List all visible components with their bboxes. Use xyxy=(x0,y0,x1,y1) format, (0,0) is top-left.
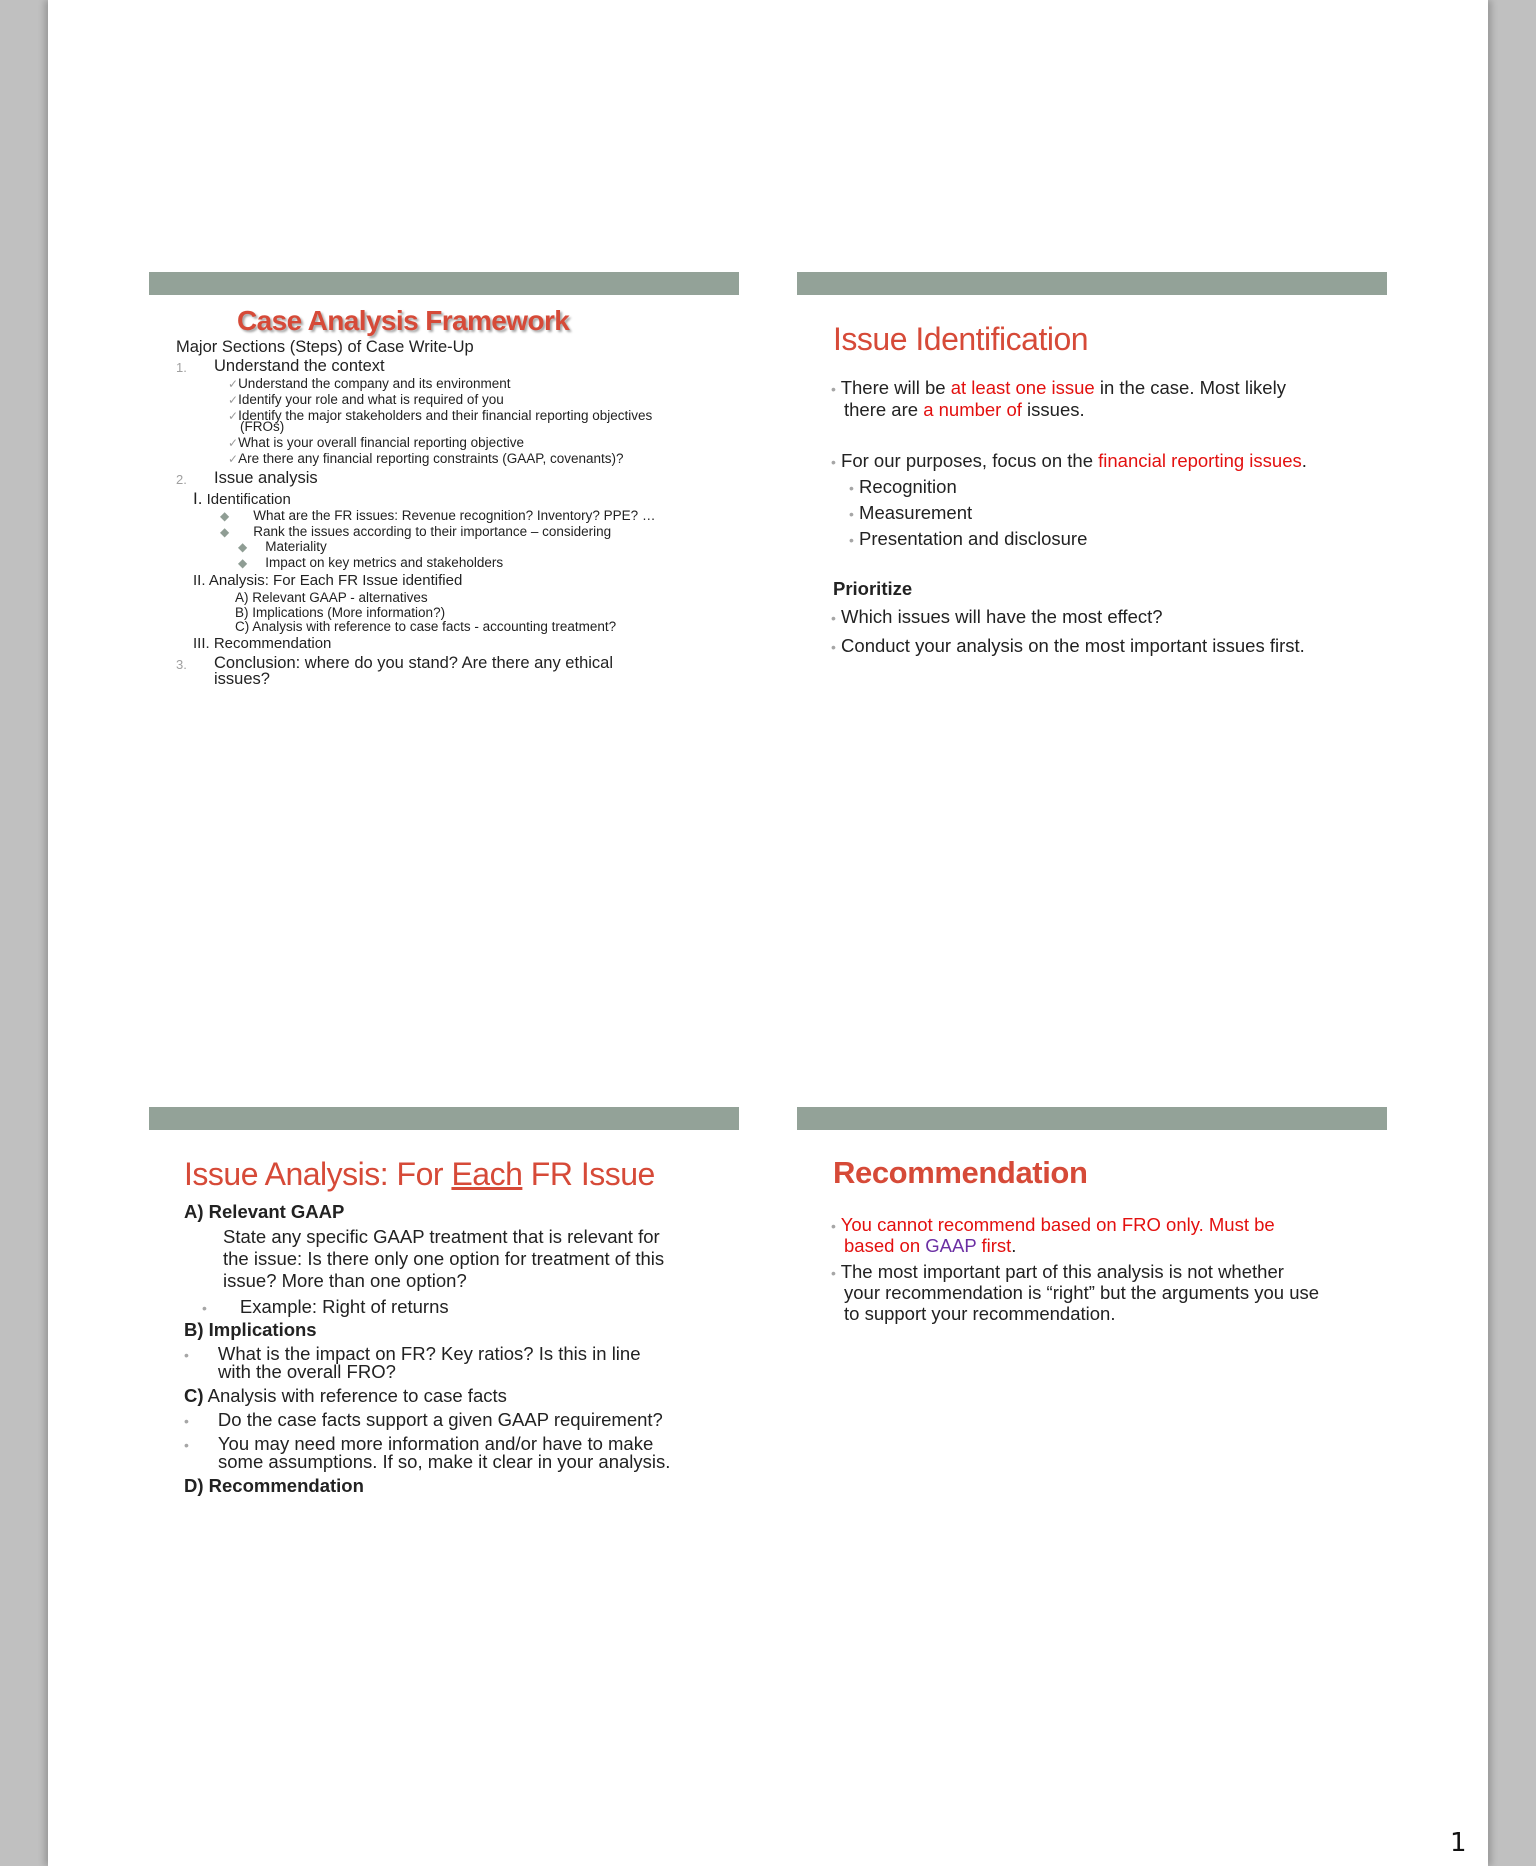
bullet-icon: • xyxy=(849,532,854,548)
bullet-continuation: to support your recommendation. xyxy=(844,1303,1116,1324)
bullet-item xyxy=(202,1297,449,1318)
check-text: Identify the major stakeholders and their financial reporting objectives xyxy=(238,408,653,423)
diamond-bullet-icon: ◆ xyxy=(238,540,248,554)
text: Presentation and disclosure xyxy=(859,528,1088,549)
roman-numeral: I. xyxy=(193,489,203,508)
highlight-text: first xyxy=(976,1235,1012,1256)
text: in the case. Most likely xyxy=(1094,377,1286,398)
bullet-item xyxy=(831,635,1305,658)
checkmark-icon: ✓ xyxy=(228,452,239,466)
text: There will be xyxy=(840,377,951,398)
title-text: FR Issue xyxy=(522,1156,655,1192)
title-underlined-text: Each xyxy=(451,1156,523,1192)
step-label: Understand the context xyxy=(214,357,385,375)
item-text: Materiality xyxy=(265,539,327,554)
diamond-bullet-icon: ◆ xyxy=(220,525,230,539)
section-heading: B) Implications xyxy=(184,1319,317,1340)
step-number: 2. xyxy=(176,472,187,487)
bullet-item xyxy=(831,1215,1275,1236)
check-text: Understand the company and its environment xyxy=(238,376,511,391)
bullet-item xyxy=(831,377,1286,400)
text: For our purposes, focus on the xyxy=(841,450,1099,471)
bullet-icon: • xyxy=(184,1437,189,1453)
checkmark-icon: ✓ xyxy=(228,393,239,407)
section-heading: A) Relevant GAAP xyxy=(184,1201,345,1222)
bullet-icon: • xyxy=(831,381,836,397)
check-item xyxy=(228,436,524,450)
sub-bullet-item xyxy=(849,502,972,525)
prioritize-heading: Prioritize xyxy=(833,578,913,599)
bullet-continuation xyxy=(844,1236,1016,1255)
highlight-text: a number of xyxy=(923,399,1022,420)
text: Example: Right of returns xyxy=(239,1296,449,1317)
check-item-continuation: (FROs) xyxy=(240,419,285,434)
text: . xyxy=(1301,450,1307,471)
diamond-subitem xyxy=(238,556,503,570)
slide-header-bar xyxy=(149,272,739,295)
item-text: Impact on key metrics and stakeholders xyxy=(265,555,504,570)
paragraph-line: the issue: Is there only one option for treatment of this xyxy=(223,1248,665,1269)
item-text: What are the FR issues: Revenue recognition? Inventory? PPE? … xyxy=(253,508,656,523)
diamond-bullet-icon: ◆ xyxy=(220,509,230,523)
section-heading xyxy=(184,1386,507,1405)
text: there are xyxy=(844,399,924,420)
section-heading: D) Recommendation xyxy=(184,1475,364,1496)
diamond-item xyxy=(220,525,611,539)
diamond-item xyxy=(220,509,655,523)
bullet-icon: • xyxy=(184,1413,189,1429)
check-item xyxy=(228,409,652,423)
highlight-text: financial reporting issues xyxy=(1098,450,1302,471)
bullet-item xyxy=(831,606,1163,629)
sub-bullet-item xyxy=(849,528,1087,551)
page-number: 1 xyxy=(1450,1828,1467,1858)
bullet-item xyxy=(831,1262,1284,1283)
bullet-item xyxy=(831,450,1307,473)
checkmark-icon: ✓ xyxy=(228,409,239,423)
section-identification xyxy=(193,491,291,508)
check-text: Identify your role and what is required of you xyxy=(238,392,504,407)
bullet-icon: • xyxy=(202,1300,207,1316)
text: Do the case facts support a given GAAP requirement? xyxy=(217,1409,663,1430)
paragraph-line: issue? More than one option? xyxy=(223,1270,467,1291)
text: Conduct your analysis on the most important issues first. xyxy=(841,635,1305,656)
bullet-continuation xyxy=(844,399,1085,420)
step-number: 1. xyxy=(176,360,187,375)
analysis-item: C) Analysis with reference to case facts - accounting treatment? xyxy=(235,619,617,634)
text: . xyxy=(1011,1235,1017,1256)
bullet-continuation: with the overall FRO? xyxy=(218,1361,396,1382)
slide-title: Recommendation xyxy=(833,1155,1088,1190)
slide-title xyxy=(184,1156,655,1193)
step-label-continuation: issues? xyxy=(214,670,270,688)
text: Which issues will have the most effect? xyxy=(841,606,1163,627)
item-text: Rank the issues according to their importance – considering xyxy=(253,524,612,539)
text: What is the impact on FR? Key ratios? Is this in line xyxy=(217,1343,641,1364)
check-item xyxy=(228,377,510,391)
bullet-item xyxy=(184,1410,663,1431)
checkmark-icon: ✓ xyxy=(228,377,239,391)
slide-title: Issue Identification xyxy=(833,321,1089,357)
heading-label: C) xyxy=(184,1385,204,1406)
slide-header-bar xyxy=(797,272,1387,295)
slide-title: Case Analysis Framework xyxy=(237,305,570,336)
slide-header-bar xyxy=(149,1107,739,1130)
check-item xyxy=(228,393,504,407)
bullet-icon: • xyxy=(831,454,836,470)
check-text: Are there any financial reporting constraints (GAAP, covenants)? xyxy=(238,451,624,466)
bullet-icon: • xyxy=(831,1265,836,1281)
diamond-bullet-icon: ◆ xyxy=(238,556,248,570)
analysis-item: B) Implications (More information?) xyxy=(235,605,446,620)
bullet-continuation: your recommendation is “right” but the arguments you use xyxy=(844,1282,1320,1303)
bullet-icon: • xyxy=(849,480,854,496)
slide-header-bar xyxy=(797,1107,1387,1130)
diamond-subitem xyxy=(238,540,327,554)
bullet-icon: • xyxy=(831,1218,836,1234)
bullet-icon: • xyxy=(831,639,836,655)
text: issues. xyxy=(1021,399,1085,420)
step-label: Issue analysis xyxy=(214,469,318,487)
section-analysis: II. Analysis: For Each FR Issue identified xyxy=(193,572,463,589)
paragraph-line: State any specific GAAP treatment that is relevant for xyxy=(223,1226,660,1247)
highlight-text: at least one issue xyxy=(950,377,1095,398)
bullet-icon: • xyxy=(184,1347,189,1363)
bullet-icon: • xyxy=(849,506,854,522)
step-label: Conclusion: where do you stand? Are there any ethical xyxy=(214,654,613,672)
section-label: Identification xyxy=(206,491,291,508)
check-item xyxy=(228,452,624,466)
highlight-text: You cannot recommend based on FRO only. Must be xyxy=(840,1214,1275,1235)
sub-bullet-item xyxy=(849,476,957,499)
highlight-text: based on xyxy=(844,1235,926,1256)
text: Measurement xyxy=(859,502,973,523)
text: Recognition xyxy=(859,476,957,497)
slide-subtitle: Major Sections (Steps) of Case Write-Up xyxy=(176,338,474,356)
bullet-icon: • xyxy=(831,610,836,626)
checkmark-icon: ✓ xyxy=(228,436,239,450)
highlight-purple-text: GAAP xyxy=(925,1235,977,1256)
check-text: What is your overall financial reporting objective xyxy=(238,435,524,450)
step-number: 3. xyxy=(176,657,187,672)
text: The most important part of this analysis is not whether xyxy=(840,1261,1284,1282)
heading-text: Analysis with reference to case facts xyxy=(203,1385,507,1406)
title-text: Issue Analysis: For xyxy=(184,1156,452,1192)
text: You may need more information and/or have to make xyxy=(217,1433,654,1454)
bullet-continuation: some assumptions. If so, make it clear in your analysis. xyxy=(218,1451,671,1472)
section-recommendation: III. Recommendation xyxy=(193,635,332,652)
analysis-item: A) Relevant GAAP - alternatives xyxy=(235,590,428,605)
